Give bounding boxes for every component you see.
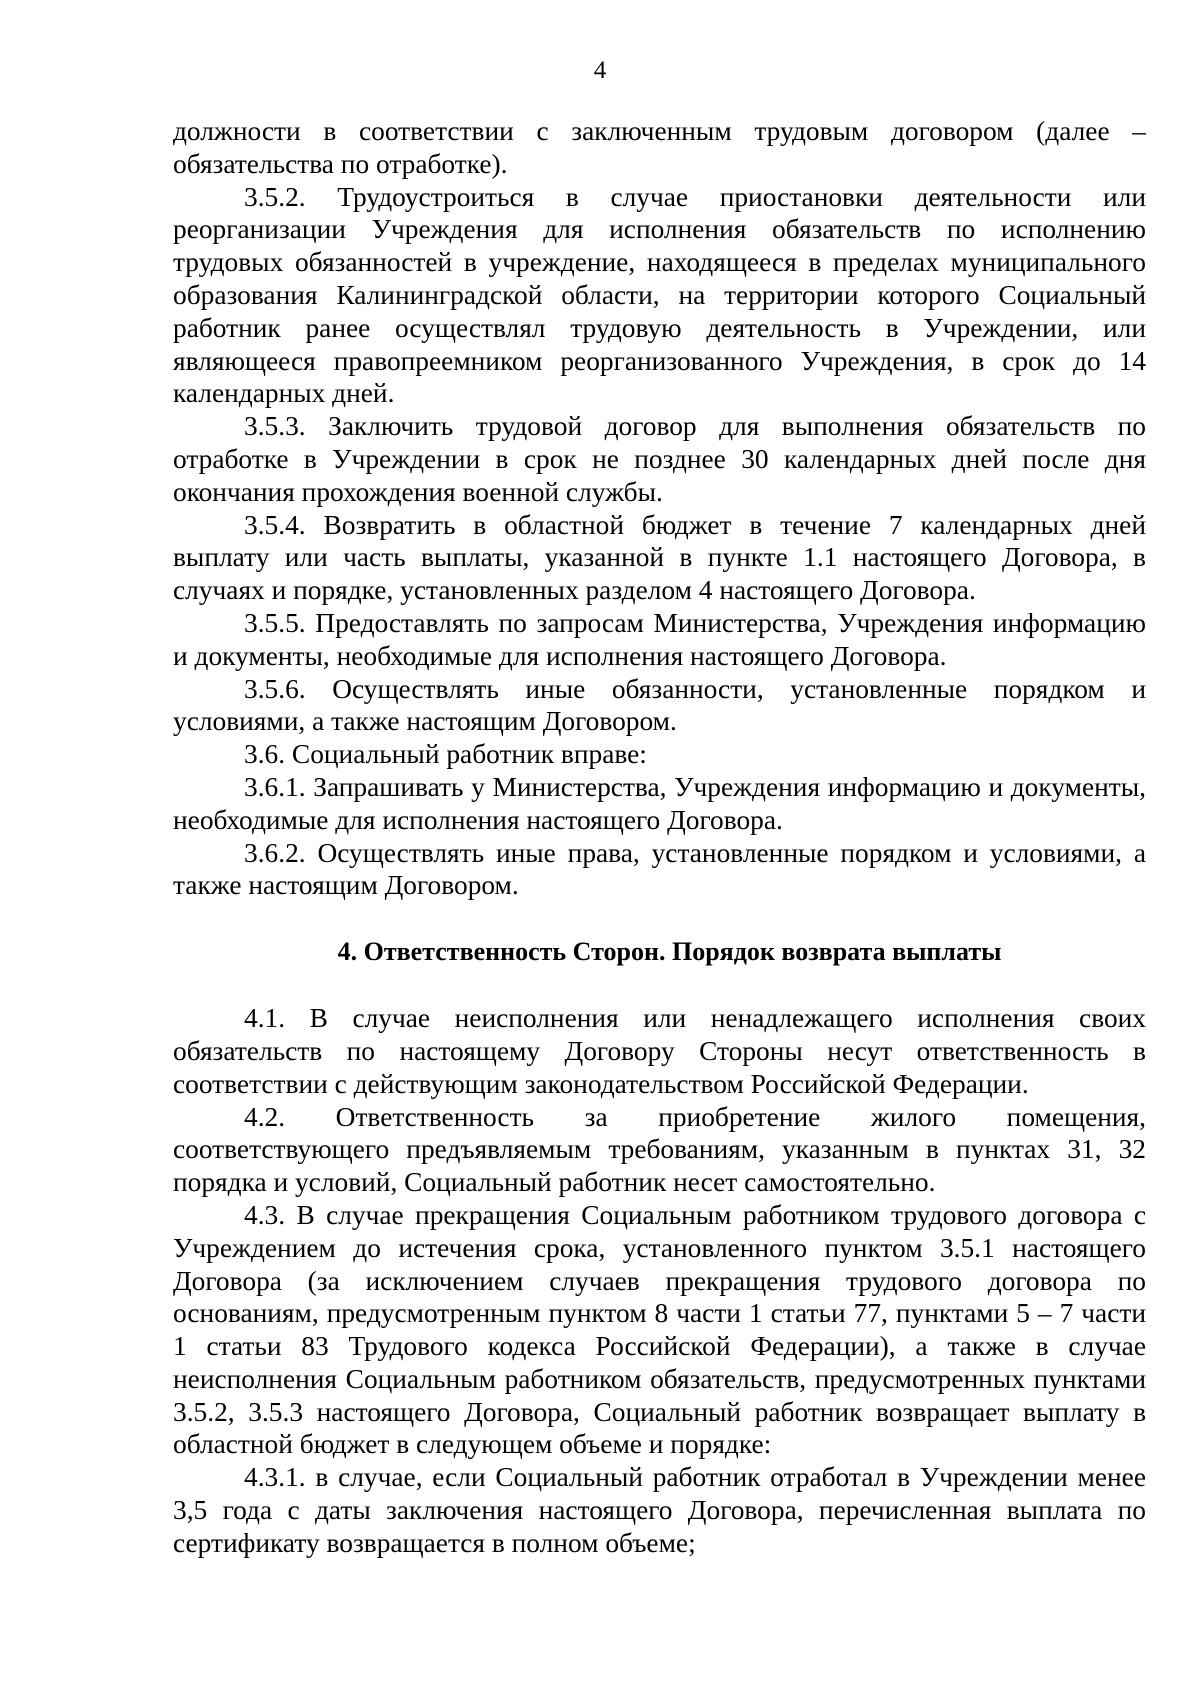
document-body bbox=[173, 115, 1146, 1560]
page-number: 4 bbox=[593, 57, 607, 84]
paragraph-4-3-1: 4.3.1. в случае, если Социальный работник отработал в Учреждении менее 3,5 года с даты заключения настоящего Договора, перечисленная выплата по сертификату возвращается в полном объеме; bbox=[173, 1462, 1146, 1558]
paragraph-3-5-2: 3.5.2. Трудоустроиться в случае приостановки деятельности или реорганизации Учреждения для исполнения обязательств по исполнению трудовых обязанностей в учреждение, находящееся в пределах муниципального образования Калининградской области, на территории которого Социальный работник ранее осуществлял трудовую деятельность в Учреждении, или являющееся правопреемником реорганизованного Учреждения, в срок до 14 календарных дней. bbox=[173, 181, 1146, 409]
section-heading-4: 4. Ответственность Сторон. Порядок возврата выплаты bbox=[337, 937, 1002, 967]
paragraph-4-1: 4.1. В случае неисполнения или ненадлежащего исполнения своих обязательств по настоящему Договору Стороны несут ответственность в соответствии с действующим законодательством Российской Федерации. bbox=[173, 1003, 1146, 1099]
paragraph-obligation-continuation: должности в соответствии с заключенным трудовым договором (далее – обязательства по отработке). bbox=[173, 116, 1146, 179]
paragraph-3-5-3: 3.5.3. Заключить трудовой договор для выполнения обязательств по отработке в Учреждении в срок не позднее 30 календарных дней после дня окончания прохождения военной службы. bbox=[173, 411, 1146, 507]
paragraph-3-5-5: 3.5.5. Предоставлять по запросам Министерства, Учреждения информацию и документы, необходимые для исполнения настоящего Договора. bbox=[173, 607, 1146, 671]
paragraph-3-5-6: 3.5.6. Осуществлять иные обязанности, установленные порядком и условиями, а также настоящим Договором. bbox=[173, 673, 1146, 737]
paragraph-3-5-4: 3.5.4. Возвратить в областной бюджет в течение 7 календарных дней выплату или часть выплаты, указанной в пункте 1.1 настоящего Договора, в случаях и порядке, установленных разделом 4 настоящего Договора. bbox=[173, 509, 1146, 606]
paragraph-4-2: 4.2. Ответственность за приобретение жилого помещения, соответствующего предъявляемым требованиям, указанным в пунктах 31, 32 порядка и условий, Социальный работник несет самостоятельно. bbox=[173, 1101, 1146, 1198]
paragraph-4-3: 4.3. В случае прекращения Социальным работником трудового договора с Учреждением до истечения срока, установленного пунктом 3.5.1 настоящего Договора (за исключением случаев прекращения трудового договора по основаниям, предусмотренным пунктом 8 части 1 статьи 77, пунктами 5 – 7 части 1 статьи 83 Трудового кодекса Российской Федерации), а также в случае неисполнения Социальным работником обязательств, предусмотренных пунктами 3.5.2, 3.5.3 настоящего Договора, Социальный работник возвращает выплату в областной бюджет в следующем объеме и порядке: bbox=[173, 1199, 1146, 1460]
paragraph-3-6-2: 3.6.2. Осуществлять иные права, установленные порядком и условиями, а также настоящим Договором. bbox=[173, 837, 1146, 901]
paragraph-3-6: 3.6. Социальный работник вправе: bbox=[244, 739, 647, 770]
paragraph-3-6-1: 3.6.1. Запрашивать у Министерства, Учреждения информацию и документы, необходимые для исполнения настоящего Договора. bbox=[173, 771, 1146, 835]
